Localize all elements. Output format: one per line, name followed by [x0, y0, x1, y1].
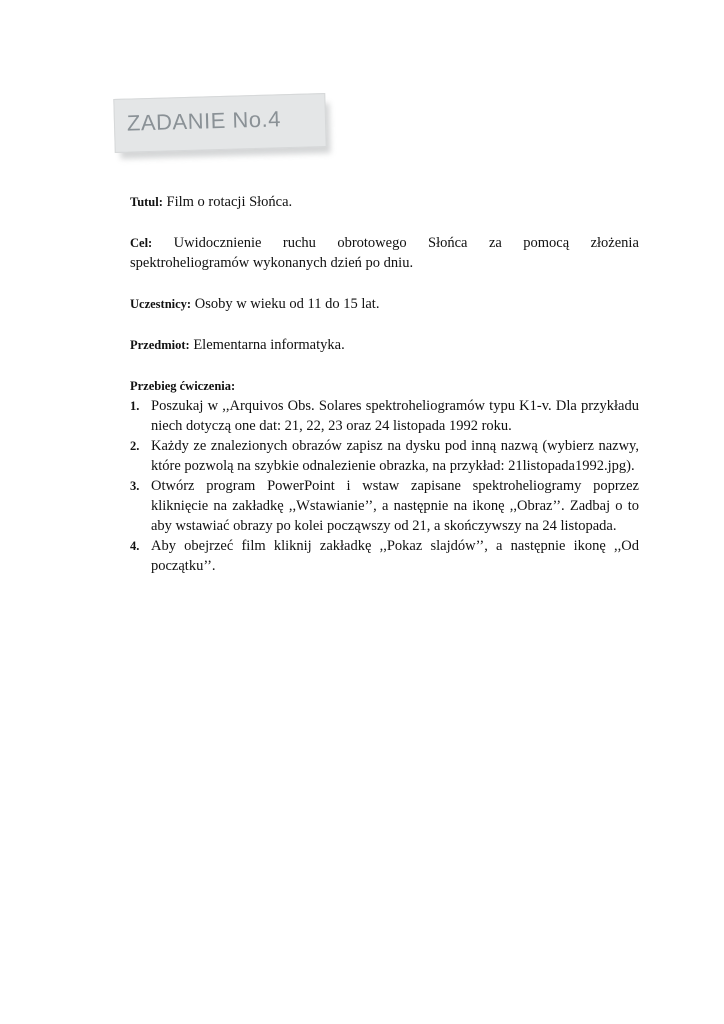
procedure-step — [130, 396, 639, 436]
task-badge — [114, 96, 332, 160]
procedure-heading: Przebieg ćwiczenia: — [130, 379, 236, 393]
goal-word: pomocą — [523, 235, 570, 251]
step-number: 3. — [130, 479, 140, 493]
task-badge-title: ZADANIE No.4 — [126, 106, 282, 136]
procedure-step — [130, 476, 639, 536]
goal-label: Cel: — [130, 236, 153, 250]
step-number: 1. — [130, 399, 140, 413]
goal-line-1 — [130, 233, 639, 253]
procedure-steps — [130, 396, 639, 576]
step-number: 4. — [130, 539, 140, 553]
title-paragraph — [130, 192, 639, 212]
participants-label: Uczestnicy: — [130, 297, 192, 311]
goal-word: złożenia — [590, 235, 639, 251]
procedure-step — [130, 536, 639, 576]
step-text: Aby obejrzeć film kliknij zakładkę ,,Pokaz slajdów’’, a następnie ikonę ,,Od początku’’. — [151, 538, 639, 574]
participants-value: Osoby w wieku od 11 do 15 lat. — [194, 296, 380, 312]
step-number: 2. — [130, 439, 140, 453]
step-text: Każdy ze znalezionych obrazów zapisz na dysku pod inną nazwą (wybierz nazwy, które pozwolą na szybkie odnalezienie obrazka, na przykład: 21listopada1992.jpg). — [151, 438, 639, 474]
step-text: Otwórz program PowerPoint i wstaw zapisane spektroheliogramy poprzez kliknięcie na zakładkę ,,Wstawianie’’, a następnie na ikonę ,,Obraz’’. Zadbaj o to aby wstawiać obrazy po kolei począwszy od 21, a skończywszy na 24 listopada. — [151, 478, 639, 534]
participants-paragraph — [130, 294, 639, 314]
step-text: Poszukaj w ,,Arquivos Obs. Solares spektroheliogramów typu K1-v. Dla przykładu niech dotyczą one dat: 21, 22, 23 oraz 24 listopada 1992 roku. — [151, 398, 639, 434]
goal-paragraph — [130, 233, 639, 273]
subject-paragraph — [130, 335, 639, 355]
goal-word: za — [488, 235, 502, 251]
goal-word: ruchu — [282, 235, 316, 251]
goal-line-2: spektroheliogramów wykonanych dzień po dniu. — [130, 255, 414, 271]
document-body — [130, 192, 639, 576]
goal-word: obrotowego — [337, 235, 407, 251]
goal-word: Uwidocznienie — [173, 235, 262, 251]
title-value: Film o rotacji Słońca. — [166, 194, 293, 210]
subject-label: Przedmiot: — [130, 338, 190, 352]
goal-word: Słońca — [428, 235, 468, 251]
subject-value: Elementarna informatyka. — [193, 337, 345, 353]
procedure-step — [130, 436, 639, 476]
task-badge-plate — [113, 93, 326, 153]
title-label: Tutul: — [130, 195, 163, 209]
